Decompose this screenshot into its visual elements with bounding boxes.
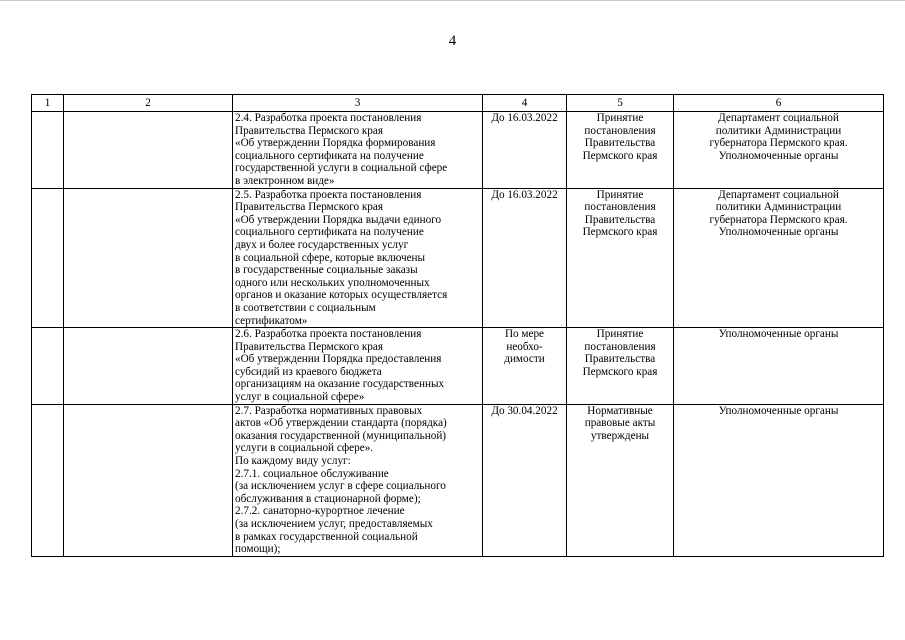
cell-text-line: 2.4. Разработка проекта постановления [235,112,422,124]
cell-text-line: Уполномоченные органы [718,149,839,162]
scan-edge-line [0,0,905,1]
cell-text-line: «Об утверждении Порядка формирования [235,137,436,150]
number-cell [32,188,64,328]
cell-text-line: Уполномоченные органы [718,328,839,341]
cell-text-line: «Об утверждении Порядка предоставления [235,353,442,366]
cell-text-line: До 30.04.2022 [491,404,558,417]
number-cell [32,404,64,556]
cell-text-line: 2.5. Разработка проекта постановления [235,188,422,201]
cell-text-line: Принятие [596,328,644,341]
cell-text-line: 2.7. Разработка нормативных правовых [235,404,423,417]
cell-text-line: актов «Об утверждении стандарта (порядка) [235,417,447,430]
header-col-6: 6 [674,95,884,112]
cell-text-line: Уполномоченные органы [718,226,839,239]
header-col-1: 1 [32,95,64,112]
cell-text-line: правовые акты [584,417,656,430]
cell-text-line: Департамент социальной [718,188,839,201]
cell-text-line: Правительства Пермского края [235,201,384,214]
section-cell [64,328,233,405]
cell-text-line: в электронном виде» [235,174,335,187]
deadline-cell [483,404,567,556]
task-description-cell [233,328,483,405]
cell-text-line: По мере [504,328,545,341]
cell-text-line: в социальной сфере, которые включены [235,251,426,264]
result-cell [567,188,674,328]
responsible-cell [674,112,884,189]
task-description-cell [233,188,483,328]
task-description-cell [233,112,483,189]
deadline-cell [483,328,567,405]
deadline-cell [483,112,567,189]
cell-text-line: политики Администрации [715,201,842,214]
task-description-cell [233,404,483,556]
header-col-5: 5 [567,95,674,112]
cell-text-line: услуги в социальной сфере». [235,442,374,455]
cell-text-line: По каждому виду услуг: [235,455,351,468]
cell-text-line: губернатора Пермского края. [709,137,848,150]
cell-text-line: Уполномоченные органы [718,404,839,417]
cell-text-line: 2.6. Разработка проекта постановления [235,328,422,341]
cell-text-line: Пермского края [582,226,658,239]
cell-text-line: социального сертификата на получение [235,149,424,162]
cell-text-line: (за исключением услуг, предоставляемых [235,518,433,530]
cell-text-line: субсидий из краевого бюджета [235,365,382,378]
header-col-3: 3 [233,95,483,112]
responsible-cell [674,188,884,328]
responsible-cell [674,404,884,556]
section-cell [64,404,233,556]
cell-text-line: «Об утверждении Порядка выдачи единого [235,213,442,226]
cell-text-line: услуг в социальной сфере» [235,391,365,404]
deadline-cell [483,188,567,328]
cell-text-line: организациям на оказание государственных [235,378,445,391]
cell-text-line: постановления [584,340,656,353]
result-cell [567,112,674,189]
cell-text-line: Правительства [584,137,656,150]
cell-text-line: До 16.03.2022 [491,112,558,124]
cell-text-line: До 16.03.2022 [491,188,558,201]
cell-text-line: губернатора Пермского края. [709,213,848,226]
header-col-2: 2 [64,95,233,112]
responsible-cell [674,328,884,405]
cell-text-line: (за исключением услуг в сфере социального [235,480,446,493]
cell-text-line: необхо- [506,340,543,353]
number-cell [32,112,64,189]
result-cell [567,404,674,556]
cell-text-line: Принятие [596,112,644,124]
page-number: 4 [448,33,457,49]
cell-text-line: одного или нескольких уполномоченных [235,276,430,289]
cell-text-line: в рамках государственной социальной [235,530,418,543]
section-cell [64,112,233,189]
header-col-4: 4 [483,95,567,112]
cell-text-line: 2.7.1. социальное обслуживание [235,467,389,480]
cell-text-line: политики Администрации [715,124,842,137]
number-cell [32,328,64,405]
table-row [32,404,884,556]
header-row [32,95,884,112]
cell-text-line: утверждены [590,429,650,442]
cell-text-line: Правительства [584,213,656,226]
cell-text-line: Правительства Пермского края [235,124,384,137]
cell-text-line: Пермского края [582,365,658,378]
table-row [32,112,884,189]
cell-text-line: органов и оказание которых осуществляется [235,289,448,302]
cell-text-line: помощи); [235,543,281,556]
cell-text-line: двух и более государственных услуг [235,238,409,251]
cell-text-line: оказания государственной (муниципальной) [235,429,447,442]
cell-text-line: Принятие [596,188,644,201]
table-row [32,188,884,328]
cell-text-line: Департамент социальной [718,112,839,124]
cell-text-line: Нормативные [587,404,653,417]
cell-text-line: в государственные социальные заказы [235,264,418,277]
result-cell [567,328,674,405]
cell-text-line: государственной услуги в социальной сфере [235,162,448,175]
cell-text-line: в соответствии с социальным [235,301,376,314]
cell-text-line: 2.7.2. санаторно-курортное лечение [235,505,405,518]
cell-text-line: социального сертификата на получение [235,226,424,239]
cell-text-line: Правительства Пермского края [235,340,384,353]
cell-text-line: димости [504,353,545,366]
cell-text-line: Пермского края [582,149,658,162]
table-row [32,328,884,405]
plan-table [31,94,884,557]
cell-text-line: постановления [584,201,656,214]
section-cell [64,188,233,328]
cell-text-line: постановления [584,124,656,137]
cell-text-line: сертификатом» [235,314,308,327]
cell-text-line: обслуживания в стационарной форме); [235,492,421,505]
cell-text-line: Правительства [584,353,656,366]
